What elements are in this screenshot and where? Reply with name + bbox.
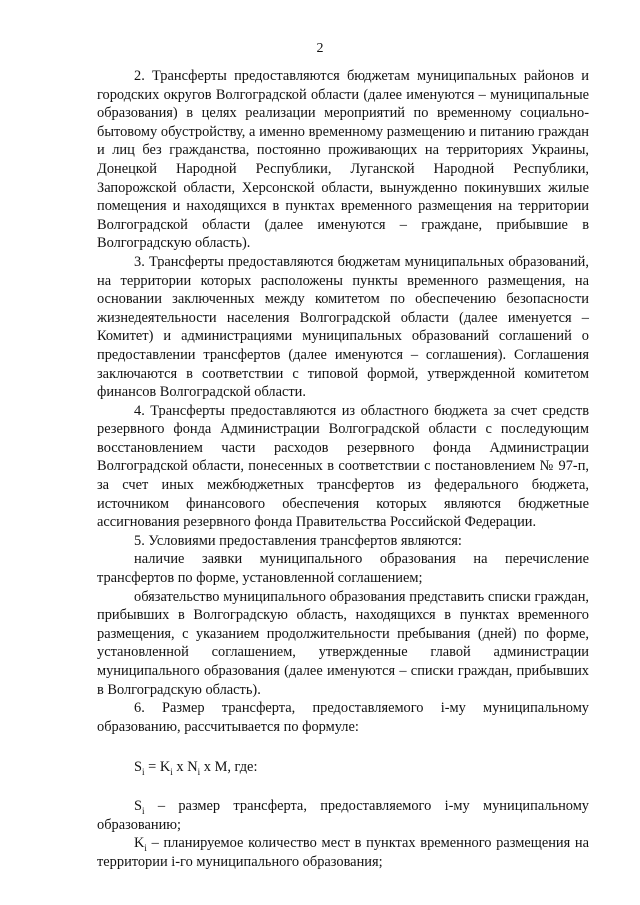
definition-k: $K_i$ – планируемое количество мест в пунктах временного размещения на территории i-го муниципального образования; [97, 835, 589, 870]
paragraph-2: 2. Трансферты предоставляются бюджетам муниципальных районов и городских округов Волгоградской области (далее именуются – муниципальные образования) в целях реализации мероприятий по временному социально-бытовому обустройству, а именно временному размещению и питанию граждан и лиц без гражданства, постоянно проживающих на территориях Украины, Донецкой Народной Республики, Луганской Народной Республики, Запорожской области, Херсонской области, вынужденно покинувших жилые помещения и находящихся в пунктах временного размещения на территории Волгоградской области (далее именуются – граждане, прибывшие в Волгоградскую область). [97, 68, 589, 252]
definition-s: $S_i$ – размер трансферта, предоставляемого i-му муниципальному образованию; [97, 797, 589, 833]
paragraph-3: 3. Трансферты предоставляются бюджетам муниципальных образований, на территории которых расположены пункты временного размещения, на основании заключенных между комитетом по обеспечению безопасности жизнедеятельности населения Волгоградской области (далее именуется – Комитет) и администрациями муниципальных образований соглашений о предоставлении трансфертов (далее именуются – соглашения). Соглашения заключаются в соответствии с типовой формой, утвержденной комитетом финансов Волгоградской области. [97, 253, 589, 401]
paragraph-6: 6. Размер трансферта, предоставляемого i-му муниципальному образованию, рассчитывается по формуле: [97, 700, 589, 735]
document-body [97, 67, 589, 871]
formula: $S_i = K_i$ х $N_i$ х M, где: [134, 759, 258, 778]
condition-application: наличие заявки муниципального образования на перечисление трансфертов по форме, установленной соглашением; [97, 551, 589, 587]
condition-lists: обязательство муниципального образования представить списки граждан, прибывших в Волгоградскую область, находящихся в пунктах временного размещения, с указанием продолжительности пребывания (дней) по форме, установленной соглашением, утвержденные главой администрации муниципального образования (далее именуются – списки граждан, прибывших в Волгоградскую область). [97, 588, 589, 698]
paragraph-5: 5. Условиями предоставления трансфертов являются: [134, 532, 462, 549]
page-number: 2 [316, 41, 324, 56]
paragraph-4: 4. Трансферты предоставляются из областного бюджета за счет средств резервного фонда Администрации Волгоградской области с последующим восстановлением части расходов резервного фонда Администрации Волгоградской области, понесенных в соответствии с постановлением № 97-п, за счет иных межбюджетных трансфертов из федерального бюджета, источником финансового обеспечения которых являются бюджетные ассигнования резервного фонда Правительства Российской Федерации. [97, 402, 589, 531]
